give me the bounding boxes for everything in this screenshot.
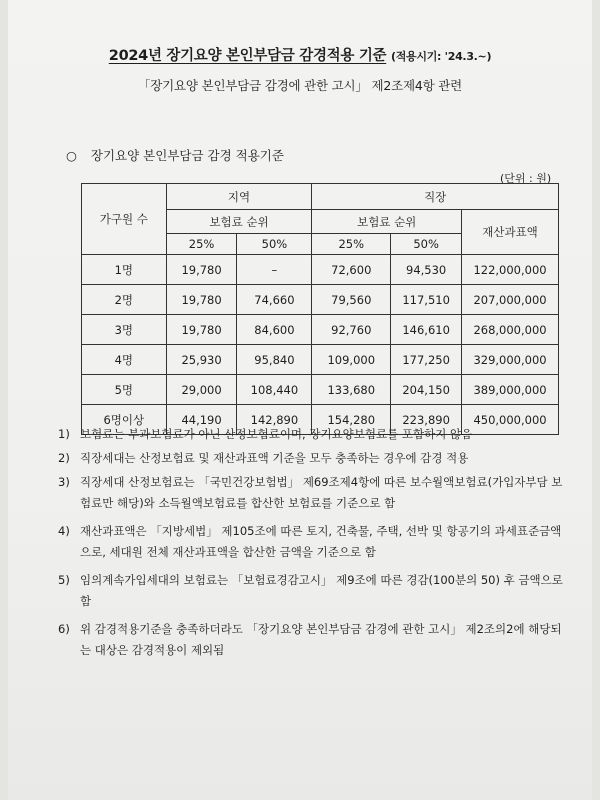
document-title — [0, 44, 600, 65]
table-row — [82, 375, 559, 405]
cell-household: 6명이상 — [82, 405, 167, 435]
cell-regional-50: 108,440 — [237, 375, 312, 405]
section-heading-text: 장기요양 본인부담금 감경 적용기준 — [90, 148, 284, 163]
header-workplace-premium-rank: 보험료 순위 — [312, 210, 462, 234]
cell-workplace-25: 154,280 — [312, 405, 391, 435]
document-subtitle: 「장기요양 본인부담금 감경에 관한 고시」 제2조제4항 관련 — [138, 78, 462, 93]
cell-property: 207,000,000 — [462, 285, 559, 315]
note-text: 위 감경적용기준을 충족하더라도 「장기요양 본인부담금 감경에 관한 고시」 제2조의2에 해당되는 대상은 감경적용이 제외됨 — [80, 622, 562, 657]
note-number: 3) — [58, 475, 70, 489]
header-regional-premium-rank: 보험료 순위 — [166, 210, 312, 234]
cell-property: 329,000,000 — [462, 345, 559, 375]
circle-bullet-icon: ○ — [66, 148, 77, 163]
cell-workplace-25: 92,760 — [312, 315, 391, 345]
cell-workplace-50: 204,150 — [391, 375, 462, 405]
cell-regional-50: – — [237, 255, 312, 285]
table-row — [82, 345, 559, 375]
cell-regional-50: 142,890 — [237, 405, 312, 435]
header-regional: 지역 — [166, 184, 312, 210]
header-workplace-50: 50% — [391, 234, 462, 255]
cell-regional-25: 19,780 — [166, 255, 237, 285]
cell-regional-25: 19,780 — [166, 315, 237, 345]
list-item — [58, 472, 568, 514]
cell-regional-25: 29,000 — [166, 375, 237, 405]
table-row — [82, 315, 559, 345]
cell-workplace-50: 94,530 — [391, 255, 462, 285]
note-number: 6) — [58, 622, 70, 636]
note-number: 2) — [58, 451, 70, 465]
header-property: 재산과표액 — [462, 210, 559, 255]
list-item — [58, 424, 568, 445]
cell-household: 1명 — [82, 255, 167, 285]
cell-property: 268,000,000 — [462, 315, 559, 345]
cell-regional-50: 84,600 — [237, 315, 312, 345]
cell-regional-50: 95,840 — [237, 345, 312, 375]
cell-workplace-25: 72,600 — [312, 255, 391, 285]
list-item — [58, 619, 568, 661]
note-number: 1) — [58, 427, 70, 441]
cell-property: 122,000,000 — [462, 255, 559, 285]
criteria-table — [81, 183, 559, 435]
title-effective-date: (적용시기: '24.3.~) — [391, 50, 492, 63]
cell-household: 2명 — [82, 285, 167, 315]
note-text: 재산과표액은 「지방세법」 제105조에 따른 토지, 건축물, 주택, 선박 및 항공기의 과세표준금액으로, 세대원 전체 재산과표액을 합산한 금액을 기준으로 함 — [80, 524, 562, 559]
note-number: 5) — [58, 573, 70, 587]
header-workplace-25: 25% — [312, 234, 391, 255]
note-text: 직장세대 산정보험료는 「국민건강보험법」 제69조제4항에 따른 보수월액보험료(가입자부담 보험료만 해당)와 소득월액보험료를 합산한 보험료를 기준으로 함 — [80, 475, 563, 510]
cell-workplace-25: 109,000 — [312, 345, 391, 375]
note-text: 직장세대는 산정보험료 및 재산과표액 기준을 모두 충족하는 경우에 감경 적용 — [80, 451, 469, 465]
table-row — [82, 255, 559, 285]
cell-regional-25: 19,780 — [166, 285, 237, 315]
section-heading — [66, 146, 284, 164]
list-item — [58, 448, 568, 469]
cell-workplace-50: 223,890 — [391, 405, 462, 435]
header-household: 가구원 수 — [82, 184, 167, 255]
note-text: 보험료는 부과보험료가 아닌 산정보험료이며, 장기요양보험료를 포함하지 않음 — [80, 427, 473, 441]
title-main: 2024년 장기요양 본인부담금 감경적용 기준 — [108, 48, 387, 64]
cell-household: 5명 — [82, 375, 167, 405]
cell-regional-25: 25,930 — [166, 345, 237, 375]
list-item — [58, 521, 568, 563]
footnotes — [58, 424, 568, 664]
cell-household: 3명 — [82, 315, 167, 345]
note-number: 4) — [58, 524, 70, 538]
cell-workplace-50: 146,610 — [391, 315, 462, 345]
cell-workplace-25: 133,680 — [312, 375, 391, 405]
cell-workplace-50: 117,510 — [391, 285, 462, 315]
cell-property: 389,000,000 — [462, 375, 559, 405]
note-text: 임의계속가입세대의 보험료는 「보험료경감고시」 제9조에 따른 경감(100분의 50) 후 금액으로 함 — [80, 573, 563, 608]
cell-workplace-25: 79,560 — [312, 285, 391, 315]
list-item — [58, 570, 568, 612]
cell-property: 450,000,000 — [462, 405, 559, 435]
cell-regional-50: 74,660 — [237, 285, 312, 315]
header-regional-25: 25% — [166, 234, 237, 255]
unit-label: (단위 : 원) — [500, 172, 552, 185]
header-workplace: 직장 — [312, 184, 559, 210]
header-regional-50: 50% — [237, 234, 312, 255]
cell-household: 4명 — [82, 345, 167, 375]
cell-regional-25: 44,190 — [166, 405, 237, 435]
table-row — [82, 285, 559, 315]
cell-workplace-50: 177,250 — [391, 345, 462, 375]
